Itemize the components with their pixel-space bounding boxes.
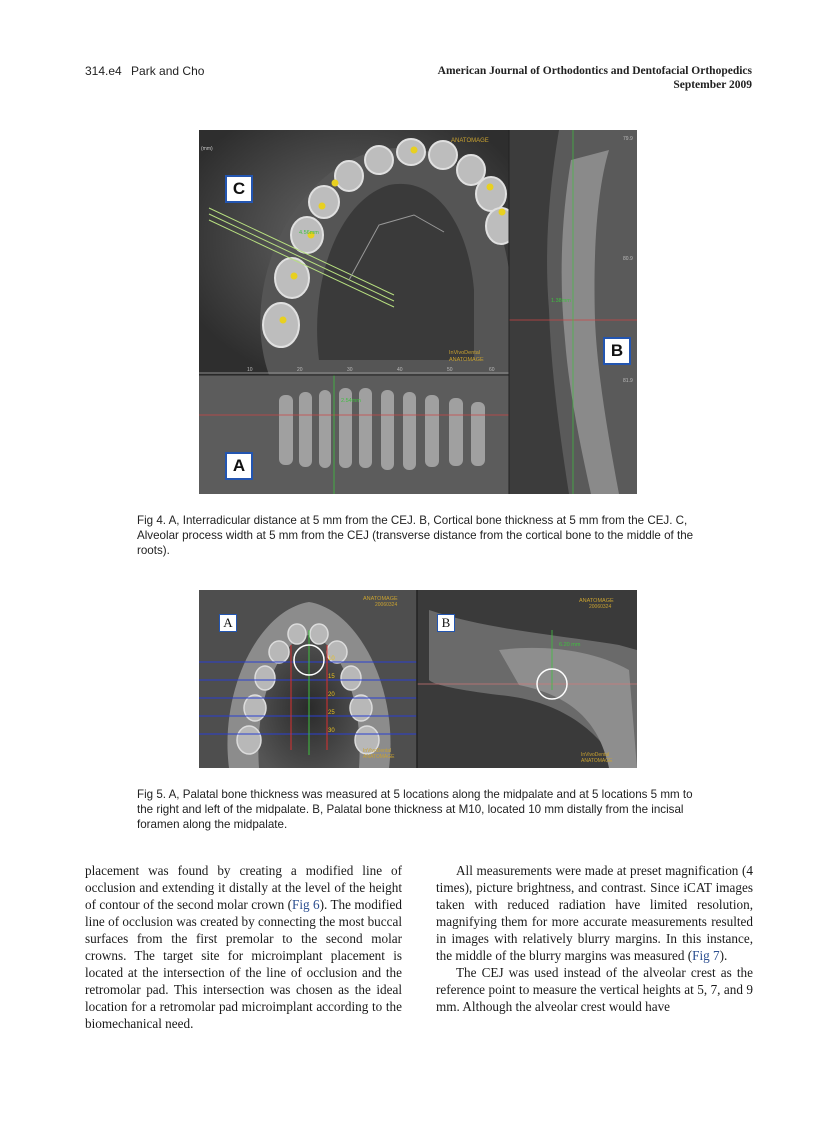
mm-unit: (mm): [201, 146, 213, 152]
figure-4-label-c: C: [225, 175, 253, 203]
paragraph: [85, 862, 402, 1032]
side-value: 79.9: [623, 136, 633, 142]
fig6-link[interactable]: Fig 6: [292, 897, 320, 912]
grid-value: 20: [328, 692, 335, 698]
side-value: 81.9: [623, 378, 633, 384]
fig7-link[interactable]: Fig 7: [692, 948, 720, 963]
measure-b: 1.38mm: [551, 298, 571, 304]
grid-value: 10: [328, 656, 335, 662]
invivo-watermark: InVivoDental: [363, 748, 392, 754]
invivo-watermark-b: InVivoDental: [581, 752, 610, 758]
ruler-tick: 50: [447, 367, 453, 373]
anatomage-watermark-b2: ANATOMAGE: [581, 758, 613, 764]
ruler-tick: 30: [347, 367, 353, 373]
running-header-right: [438, 64, 752, 92]
ruler-tick: 40: [397, 367, 403, 373]
grid-value: 25: [328, 710, 335, 716]
body-column-left: [85, 862, 402, 1032]
text-run: All measurements were made at preset magnification (4 times), picture brightness, and contrast. Since iCAT images taken with reduced radiation have limited resolution, magnifying them for more accurate measurements resulted in images with relatively blurry margins. In this instance, the middle of the blurry margins was measured (: [436, 863, 753, 963]
ruler-tick: 60: [489, 367, 495, 373]
text-run: ).: [719, 948, 728, 963]
side-value: 80.9: [623, 256, 633, 262]
ruler-tick: 10: [247, 367, 253, 373]
date-stamp: 20060324: [375, 602, 398, 608]
figure-4-label-a: A: [225, 452, 253, 480]
measure-b: 6.20 mm: [559, 642, 581, 648]
figure-5-image: [199, 590, 637, 768]
anatomage-watermark: ANATOMAGE: [451, 138, 489, 144]
header-issue: September 2009: [673, 79, 752, 91]
figure-5-caption: Fig 5. A, Palatal bone thickness was measured at 5 locations along the midpalate and at 5 locations 5 mm to the right and left of the midpalate. B, Palatal bone thickness at M10, located 10 mm distally from the incisal foramen along the midpalate.: [137, 788, 693, 831]
measure-a: 2.54mm: [341, 398, 361, 404]
figure-4-label-b: B: [603, 337, 631, 365]
invivo-watermark: InVivoDental: [449, 350, 481, 356]
page-number: 314.e4: [85, 64, 122, 78]
paragraph: The CEJ was used instead of the alveolar crest as the reference point to measure the vertical heights at 5, 7, and 9 mm. Although the alveolar crest would have: [436, 965, 753, 1014]
body-column-right: [436, 862, 753, 1015]
figure-5-label-a: A: [219, 614, 237, 632]
grid-value: 30: [328, 728, 335, 734]
grid-value: 15: [328, 674, 335, 680]
measure-c: 4.56mm: [299, 230, 319, 236]
anatomage-watermark: ANATOMAGE: [363, 596, 398, 602]
roots: [279, 388, 485, 470]
header-journal: American Journal of Orthodontics and Dentofacial Orthopedics: [437, 65, 752, 77]
date-stamp-b: 20060324: [589, 604, 612, 610]
figure-4-caption: Fig 4. A, Interradicular distance at 5 mm from the CEJ. B, Cortical bone thickness at 5 mm from the CEJ. C, Alveolar process width at 5 mm from the CEJ (transverse distance from the cortical bone to the middle of the roots).: [137, 514, 694, 557]
ruler-tick: 20: [297, 367, 303, 373]
anatomage-watermark-2: ANATOMAGE: [363, 754, 395, 760]
paragraph: [436, 862, 753, 964]
figure-4-image: [199, 130, 637, 494]
text-run: placement was found by creating a modified line of occlusion and extending it distally at the level of the height of contour of the second molar crown (: [85, 863, 402, 912]
header-authors: Park and Cho: [131, 64, 205, 78]
text-run: ). The modified line of occlusion was created by connecting the most buccal surfaces from the first premolar to the second molar crowns. The target site for microimplant placement is located at the intersection of the line of occlusion and the retromolar pad. This intersection was chosen as the ideal location for a retromolar pad microimplant according to the biomechanical need.: [85, 897, 403, 1031]
anatomage-watermark-2: ANATOMAGE: [449, 357, 484, 363]
anatomage-watermark-b: ANATOMAGE: [579, 598, 614, 604]
running-header-left: [85, 64, 204, 78]
figure-5-label-b: B: [437, 614, 455, 632]
